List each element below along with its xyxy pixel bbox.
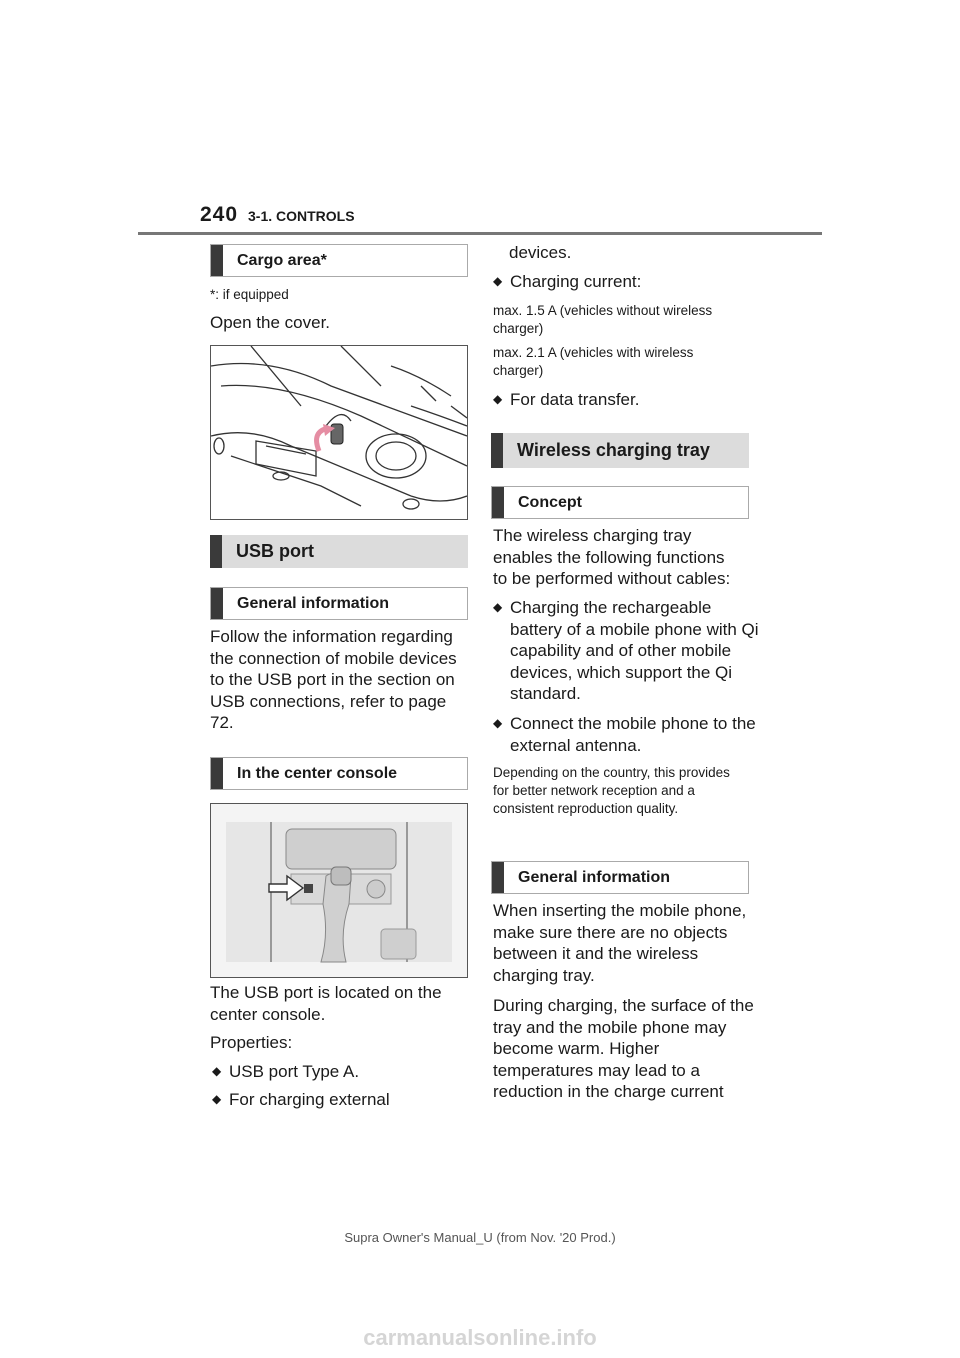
general-information-heading — [210, 587, 468, 620]
header-rule — [138, 232, 822, 235]
max-without-wireless: max. 1.5 A (vehicles without wireless charger) — [493, 303, 713, 336]
center-console-heading-text: In the center console — [237, 764, 398, 782]
footnote: *: if equipped — [210, 287, 289, 302]
bullet-charging-battery: ◆ Charging the rechargeable battery of a mobile phone with Qi capability and of other mobile devices, which support the Qi standard. — [493, 597, 762, 705]
usb-port-heading — [210, 535, 468, 568]
general-information-heading-text: General information — [237, 594, 390, 612]
concept-text: The wireless charging tray enables the following functions to be performed without cables: — [493, 526, 731, 588]
bullet-charging-external: ◆ For charging external — [212, 1089, 390, 1111]
cargo-illustration-drawing — [211, 346, 467, 519]
general-information-heading-right — [491, 861, 749, 894]
console-illustration-drawing — [211, 804, 467, 977]
cargo-area-heading — [210, 244, 468, 277]
watermark: carmanualsonline.info — [363, 1325, 597, 1350]
cargo-cover-illustration — [210, 345, 468, 520]
devices-continuation: devices. — [509, 243, 572, 262]
during-charging-text: During charging, the surface of the tray and the mobile phone may become warm. Higher temperatures may lead to a reduction in the charge current — [493, 996, 754, 1101]
concept-heading-text: Concept — [518, 493, 582, 511]
center-console-illustration — [210, 803, 468, 978]
page-number: 240 — [200, 203, 239, 226]
max-with-wireless: max. 2.1 A (vehicles with wireless charger) — [493, 345, 694, 378]
usb-located-text: The USB port is located on the center console. — [210, 983, 442, 1024]
section-title: 3-1. CONTROLS — [248, 208, 355, 224]
general-information-heading-right-text: General information — [518, 868, 671, 886]
concept-heading — [491, 486, 749, 519]
usb-port-heading-text: USB port — [236, 541, 314, 561]
footer: Supra Owner's Manual_U (from Nov. '20 Prod.) — [344, 1230, 616, 1245]
bullet-data-transfer: ◆ For data transfer. — [493, 389, 639, 411]
inserting-text: When inserting the mobile phone, make sure there are no objects between it and the wireless charging tray. — [493, 901, 747, 985]
bullet-charging-current: ◆ Charging current: — [493, 271, 641, 293]
wireless-charging-heading-text: Wireless charging tray — [517, 440, 710, 460]
general-information-text: Follow the information regarding the connection of mobile devices to the USB port in the section on USB connections, refer to page 72. — [210, 627, 457, 732]
cargo-area-heading-text: Cargo area* — [237, 251, 327, 269]
bullet-connect-antenna: ◆ Connect the mobile phone to the external antenna. — [493, 713, 762, 756]
properties-label: Properties: — [210, 1033, 293, 1052]
bullet-usb-type: ◆ USB port Type A. — [212, 1061, 359, 1083]
center-console-heading — [210, 757, 468, 790]
country-note: Depending on the country, this provides for better network reception and a consistent reproduction quality. — [493, 765, 730, 816]
wireless-charging-heading — [491, 433, 749, 468]
open-cover-text: Open the cover. — [210, 313, 331, 332]
